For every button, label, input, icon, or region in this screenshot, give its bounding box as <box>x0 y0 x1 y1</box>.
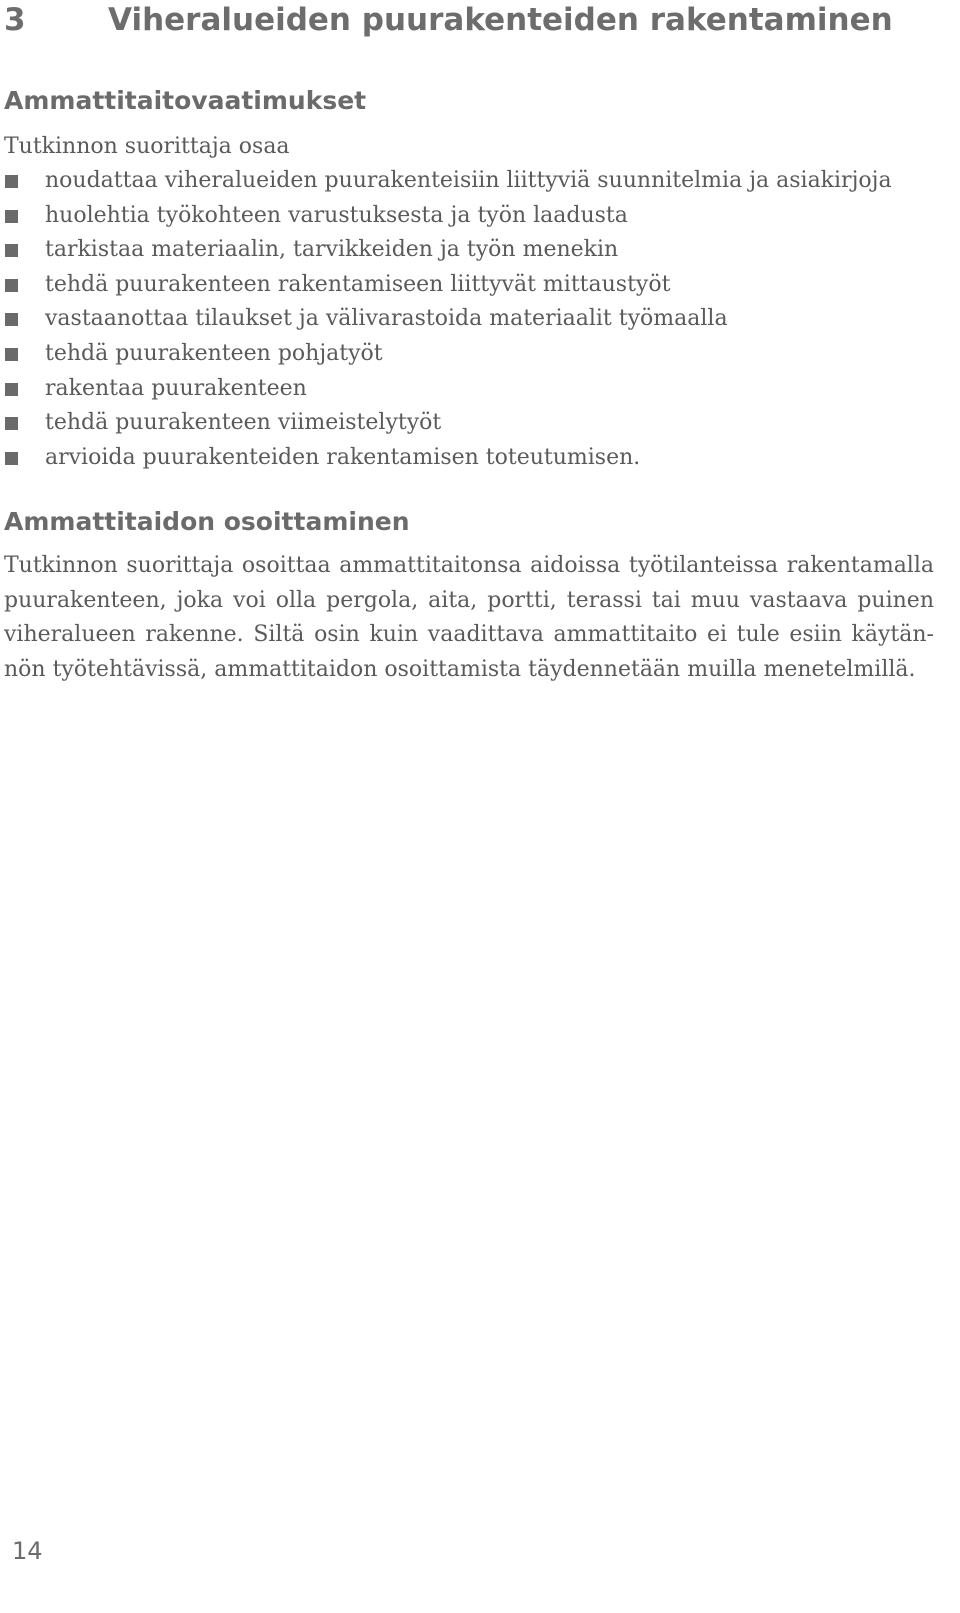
list-item-text: huolehtia työkohteen varustuksesta ja työn laadusta <box>45 202 628 228</box>
list-item <box>0 233 892 268</box>
square-bullet-icon <box>5 348 18 361</box>
page-number: 14 <box>12 1537 43 1565</box>
list-item-text: tehdä puurakenteen rakentamiseen liittyvät mittaustyöt <box>45 271 671 297</box>
requirements-list <box>0 164 892 475</box>
list-item <box>0 164 892 199</box>
list-item-text: arvioida puurakenteiden rakentamisen toteutumisen. <box>45 444 641 470</box>
square-bullet-icon <box>5 313 18 326</box>
requirements-heading: Ammattitaitovaatimukset <box>4 86 367 115</box>
list-item-text: rakentaa puurakenteen <box>45 375 307 401</box>
list-item-text: tarkistaa materiaalin, tarvikkeiden ja työn menekin <box>45 237 619 263</box>
square-bullet-icon <box>5 244 18 257</box>
square-bullet-icon <box>5 452 18 465</box>
square-bullet-icon <box>5 210 18 223</box>
square-bullet-icon <box>5 383 18 396</box>
paragraph-line: Tutkinnon suorittaja osoittaa ammattitaitonsa aidoissa työtilanteissa rakentamalla <box>4 553 934 578</box>
chapter-heading <box>4 0 893 40</box>
list-item <box>0 199 892 234</box>
square-bullet-icon <box>5 417 18 430</box>
paragraph-line: nön työtehtävissä, ammattitaidon osoittamista täydennetään muilla menetelmillä. <box>4 656 916 682</box>
chapter-title: Viheralueiden puurakenteiden rakentaminen <box>108 2 893 38</box>
list-item-text: noudattaa viheralueiden puurakenteisiin liittyviä suunnitelmia ja asiakirjoja <box>45 168 892 193</box>
demonstration-paragraph <box>4 549 934 687</box>
list-item <box>0 268 892 303</box>
list-item-text: tehdä puurakenteen viimeistelytyöt <box>45 410 442 436</box>
list-item <box>0 337 892 372</box>
list-item <box>0 302 892 337</box>
square-bullet-icon <box>5 175 18 188</box>
requirements-intro: Tutkinnon suorittaja osaa <box>4 134 290 159</box>
paragraph-line: viheralueen rakenne. Siltä osin kuin vaadittava ammattitaito ei tule esiin käytän- <box>4 622 934 647</box>
list-item <box>0 406 892 441</box>
paragraph-line: puurakenteen, joka voi olla pergola, aita, portti, terassi tai muu vastaava puinen <box>4 587 934 613</box>
chapter-number: 3 <box>4 2 26 38</box>
demonstration-heading: Ammattitaidon osoittaminen <box>4 507 410 536</box>
list-item <box>0 441 892 476</box>
square-bullet-icon <box>5 279 18 292</box>
list-item <box>0 372 892 407</box>
list-item-text: tehdä puurakenteen pohjatyöt <box>45 340 383 366</box>
list-item-text: vastaanottaa tilaukset ja välivarastoida materiaalit työmaalla <box>45 306 728 332</box>
